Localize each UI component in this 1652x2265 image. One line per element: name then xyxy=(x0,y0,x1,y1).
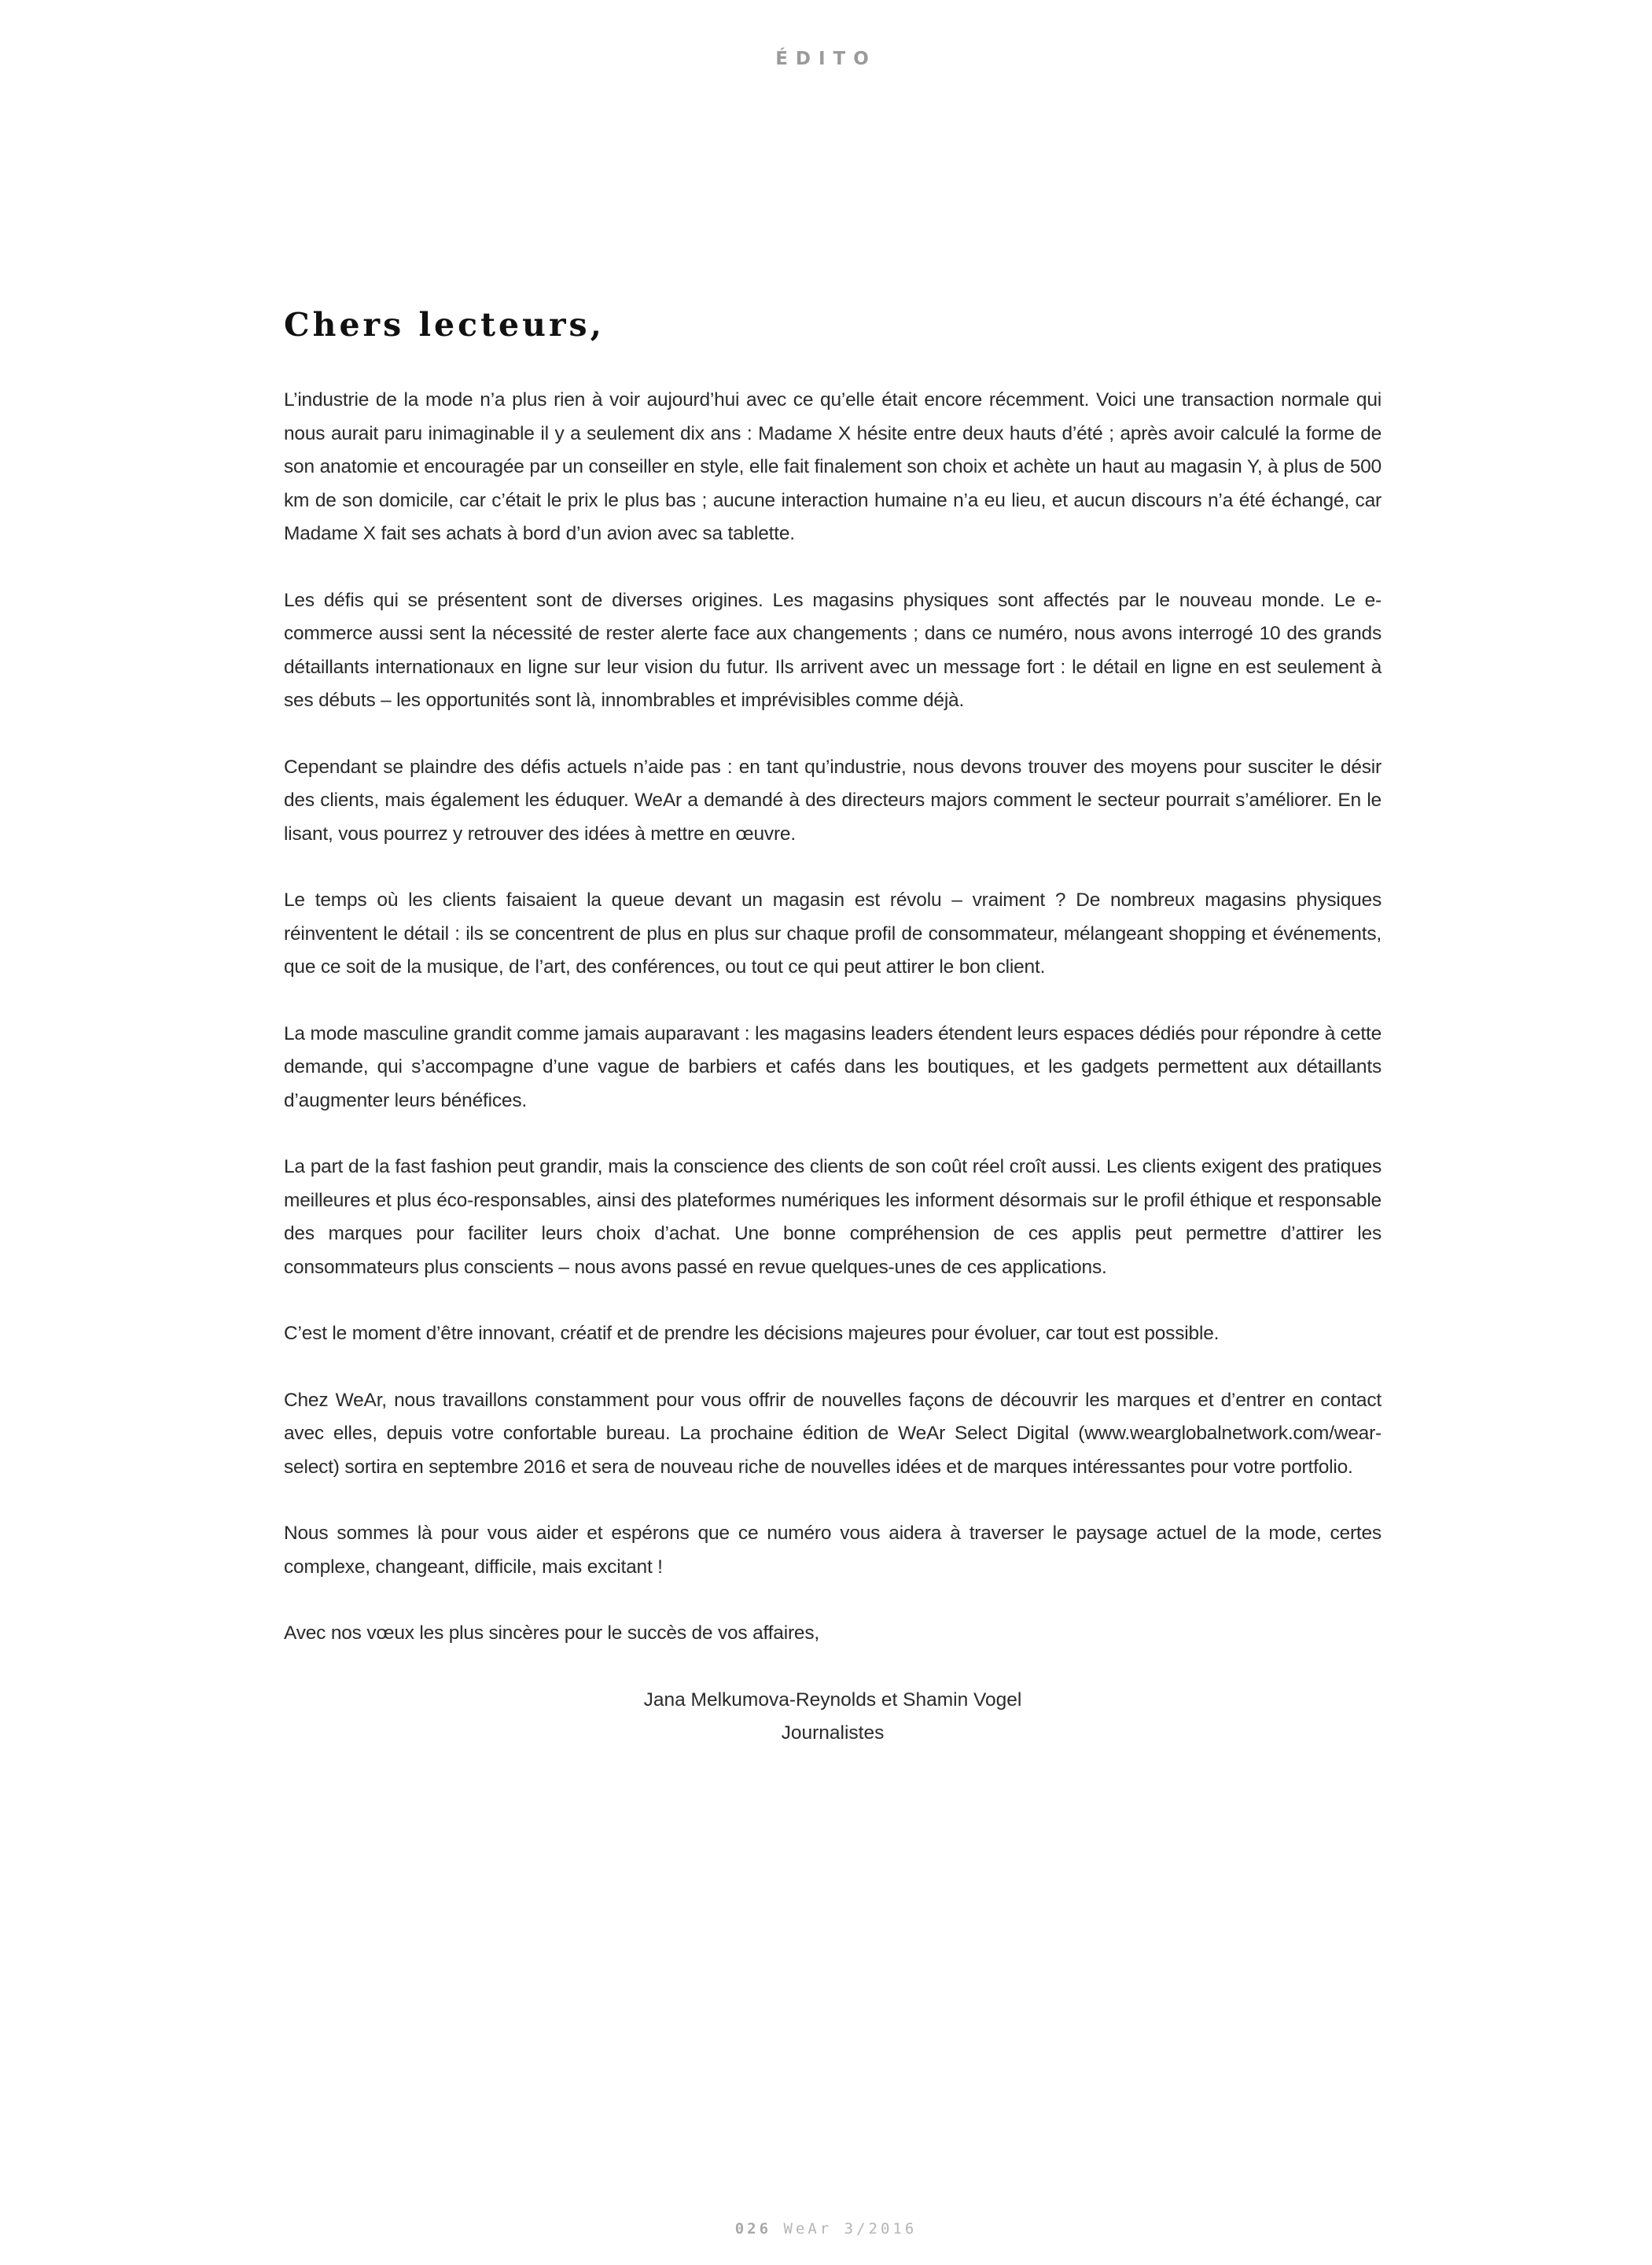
paragraph-physical-stores: Le temps où les clients faisaient la queue devant un magasin est révolu – vraiment ? De nombreux magasins physiques réinventent le détail : ils se concentrent de plus en plus sur chaque profil de consommateur, mélangeant shopping et événements, que ce soit de la musique, de l’art, des conférences, ou tout ce qui peut attirer le bon client. xyxy=(284,889,1382,978)
signature-role: Journalistes xyxy=(781,1722,885,1744)
editorial-body xyxy=(284,305,1382,1751)
page-number: 026 xyxy=(734,2220,772,2237)
paragraph-challenges: Les défis qui se présentent sont de diverses origines. Les magasins physiques sont affectés par le nouveau monde. Le e-commerce aussi sent la nécessité de rester alerte face aux changements ; dans ce numéro, nous avons interrogé 10 des grands détaillants internationaux en ligne sur leur vision du futur. Ils arrivent avec un message fort : le détail en ligne en est seulement à ses débuts – les opportunités sont là, innombrables et imprévisibles comme déjà. xyxy=(284,589,1382,711)
page-footer xyxy=(0,2220,1652,2237)
paragraph-fast-fashion: La part de la fast fashion peut grandir, mais la conscience des clients de son coût réel croît aussi. Les clients exigent des pratiques meilleures et plus éco-responsables, ainsi des plateformes numériques les informent désormais sur le profil éthique et responsable des marques pour faciliter leurs choix d’achat. Une bonne compréhension de ces applis peut permettre d’attirer les consommateurs plus conscients – nous avons passé en revue quelques-unes de ces applications. xyxy=(284,1156,1382,1278)
paragraph-support: Nous sommes là pour vous aider et espérons que ce numéro vous aidera à traverser le paysage actuel de la mode, certes complexe, changeant, difficile, mais excitant ! xyxy=(284,1523,1382,1578)
paragraph-industry: Cependant se plaindre des défis actuels n’aide pas : en tant qu’industrie, nous devons trouver des moyens pour susciter le désir des clients, mais également les éduquer. WeAr a demandé à des directeurs majors comment le secteur pourrait s’améliorer. En le lisant, vous pourrez y retrouver des idées à mettre en œuvre. xyxy=(284,756,1382,845)
salutation-heading: Chers lecteurs, xyxy=(284,306,605,344)
paragraph-wear-select: Chez WeAr, nous travaillons constamment pour vous offrir de nouvelles façons de découvrir les marques et d’entrer en contact avec elles, depuis votre confortable bureau. La prochaine édition de WeAr Select Digital (www.wearglobalnetwork.com/wear-select) sortira en septembre 2016 et sera de nouveau riche de nouvelles idées et de marques intéressantes pour votre portfolio. xyxy=(284,1389,1382,1478)
section-label: ÉDITO xyxy=(775,49,877,69)
paragraph-innovation: C’est le moment d’être innovant, créatif et de prendre les décisions majeures pour évoluer, car tout est possible. xyxy=(284,1323,1220,1344)
paragraph-closing: Avec nos vœux les plus sincères pour le succès de vos affaires, xyxy=(284,1622,819,1644)
paragraph-intro: L’industrie de la mode n’a plus rien à voir aujourd’hui avec ce qu’elle était encore récemment. Voici une transaction normale qui nous aurait paru inimaginable il y a seulement dix ans : Madame X hésite entre deux hauts d’été ; après avoir calculé la forme de son anatomie et encouragée par un conseiller en style, elle fait finalement son choix et achète un haut au magasin Y, à plus de 500 km de son domicile, car c’était le prix le plus bas ; aucune interaction humaine n’a eu lieu, et aucun discours n’a été échangé, car Madame X fait ses achats à bord d’un avion avec sa tablette. xyxy=(284,389,1382,544)
signature-names: Jana Melkumova-Reynolds et Shamin Vogel xyxy=(643,1689,1022,1711)
issue-label: WeAr 3/2016 xyxy=(783,2220,918,2237)
signature-block xyxy=(284,1684,1382,1751)
paragraph-menswear: La mode masculine grandit comme jamais auparavant : les magasins leaders étendent leurs espaces dédiés pour répondre à cette demande, qui s’accompagne d’une vague de barbiers et cafés dans les boutiques, et les gadgets permettent aux détaillants d’augmenter leurs bénéfices. xyxy=(284,1022,1382,1111)
